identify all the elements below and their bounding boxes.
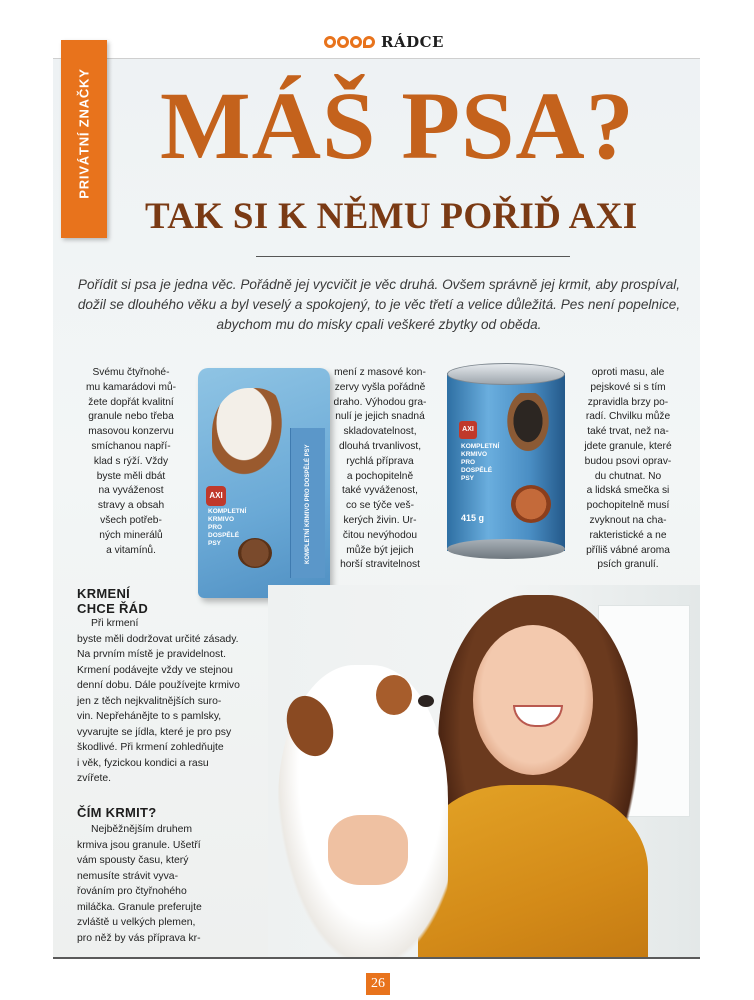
column-line: také trvat, než na- [587,426,669,438]
column-line: co se týče veš- [346,500,414,512]
column-line: dlouhá trvanlivost, [338,440,422,452]
body-line: nemusíte strávit vyva- [77,870,179,882]
column-line: a pochopitelně [346,470,414,482]
bag-side-panel: KOMPLETNÍ KRMIVO PRO DOSPĚLÉ PSY [290,428,325,578]
column-line: horší stravitelnost [340,559,420,571]
body-line: Na prvním místě je pravidelnost. [77,649,226,660]
column-line: smíchanou napří- [91,440,171,452]
product-bag-image [198,368,330,598]
body-line: denní dobu. Dále používejte krmivo [77,680,240,691]
body-line: krmiva jsou granule. Ušetří [77,839,201,851]
kibble-image [238,538,272,568]
column-1 [70,366,192,558]
column-line: také vyváženost, [342,485,418,497]
axi-badge: AXI [459,421,477,439]
column-line: rakteristické a ne [589,529,667,541]
column-line: draho. Výhodou gra- [333,396,427,408]
column-line: a lidská smečka si [586,485,670,497]
body-line: Krmení podávejte vždy ve stejnou [77,664,233,676]
column-line: zvyknout na cha- [589,514,667,526]
woman-with-dog-photo [268,585,700,957]
section-heading-what-to-feed: ČÍM KRMIT? [77,805,157,820]
section-tab-label: PRIVÁTNÍ ZNAČKY [76,68,92,199]
body-line: zvířete. [77,773,112,784]
column-2 [316,366,444,573]
column-line: psích granulí. [597,559,659,571]
column-line: čitou nevýhodou [342,529,418,541]
header-brand [324,33,444,51]
column-line: žete dopřát kvalitní [88,396,174,408]
column-line: zervy vyšla pořádně [334,381,426,393]
section-body-feeding [77,616,267,787]
column-line: du chutnat. No [594,470,662,482]
section-heading-feeding: KRMENÍ CHCE ŘÁD [77,586,149,616]
headline: MÁŠ PSA? [160,72,635,179]
divider [256,256,570,257]
body-line: řováním pro čtyřnohého [77,886,187,897]
column-line: mu kamarádovi mů- [85,381,177,393]
body-line: vin. Nepřehánějte to s pamlsky, [77,711,222,722]
body-line: pro něž by vás příprava kr- [77,932,201,944]
body-line: Nejběžnějším druhem [91,824,193,835]
column-line: stravy a obsah [97,500,165,512]
section-tab [61,40,107,238]
axi-badge: AXI [206,486,226,506]
body-line: miláčka. Granule preferujte [77,901,202,913]
body-line: Při krmení [91,618,139,629]
column-line: pejskové si s tím [590,381,666,393]
column-line: nulí je jejich snadná [335,411,425,423]
product-can-image [447,363,565,558]
body-line: jen z těch nejkvalitnějších suro- [77,695,222,707]
can-label: KOMPLETNÍ KRMIVO PRO DOSPĚLÉ PSY [461,443,500,482]
body-line: vám spousty času, který [77,855,189,866]
body-line: škodlivé. Při krmení zohledňujte [77,742,224,753]
column-line: zpravidla brzy po- [587,396,669,408]
body-line: byste měli dodržovat určité zásady. [77,633,239,645]
can-weight: 415 g [461,513,485,523]
coop-logo [324,36,375,48]
column-line: na vyváženost [98,485,164,497]
column-line: oproti masu, ale [591,367,665,378]
brand-name: RÁDCE [381,33,444,51]
column-line: příliš vábné aroma [586,544,670,556]
body-line: i věk, fyzickou kondici a rasu [77,757,209,769]
body-line: vyvarujte se jídla, které je pro psy [77,726,232,738]
column-line: všech potřeb- [100,514,162,526]
column-line: může být jejich [346,544,414,556]
body-line: zvláště u velkých plemen, [77,917,196,928]
column-line: granule nebo třeba [88,411,174,423]
column-line: kerých živin. Ur- [343,514,417,526]
footer-rule [53,957,700,959]
column-line: a vitamínů. [106,544,156,556]
column-line: masovou konzervu [88,426,174,438]
column-line: rychlá příprava [346,455,414,467]
column-line: pochopitelně musí [586,500,670,512]
column-line: radí. Chvilku může [585,411,671,423]
section-body-what-to-feed [77,822,227,946]
column-line: byste měli dbát [96,470,166,482]
column-line: budou psovi oprav- [584,455,672,467]
column-line: mení z masové kon- [334,367,426,378]
column-3 [566,366,690,573]
column-line: skladovatelnost, [343,426,417,438]
wet-food-image [511,485,551,523]
lede-paragraph: Pořídit si psa je jedna věc. Pořádně jej vycvičit je věc druhá. Ovšem správně jej krmit, aby prospíval, dožil se dlouhého věku a byl veselý a spokojený, to je věc třetí a velice důležitá. Pes není popelnice, abychom mu do misky cpali veškeré zbytky od obědа. [77,277,681,332]
column-line: ných minerálů [99,529,163,541]
column-line: Svému čtyřnohé- [92,367,170,378]
dog-illustration [212,388,292,488]
bag-label: KOMPLETNÍ KRMIVO PRO DOSPĚLÉ PSY [208,508,247,547]
column-line: jdete granule, které [584,440,672,452]
subheadline: TAK SI K NĚMU POŘIĎ AXI [145,196,638,237]
column-line: klad s rýží. Vždy [93,455,169,467]
page-number: 26 [366,973,390,995]
